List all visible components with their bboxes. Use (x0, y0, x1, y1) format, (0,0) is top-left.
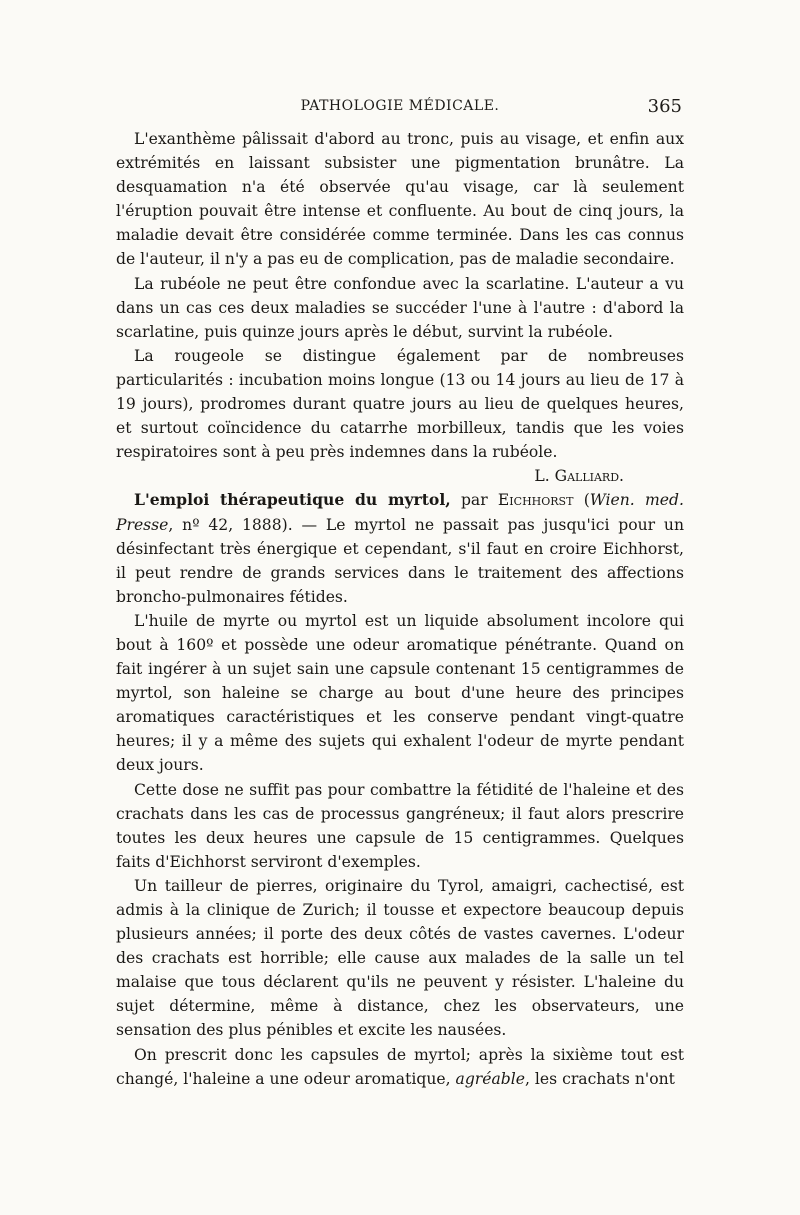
journal-open-paren: ( (583, 491, 590, 510)
last-paragraph (116, 1043, 684, 1091)
emphasized-word: agréable (455, 1069, 525, 1088)
running-head (116, 96, 684, 122)
signature-name: L. Galliard. (534, 467, 624, 486)
paragraph: Un tailleur de pierres, originaire du Tyrol, amaigri, cachectisé, est admis à la clinique de Zurich; il tousse et expectore beaucoup depuis plusieurs années; il porte des deux côtés de vastes cavernes. L'odeur des crachats est horrible; elle cause aux malades de la salle un tel malaise que tous déclarent qu'ils ne peuvent y résister. L'haleine du sujet détermine, même à distance, chez les observateurs, une sensation des plus pénibles et excite les nausées. (116, 876, 684, 1040)
paragraph: L'exanthème pâlissait d'abord au tronc, puis au visage, et enfin aux extrémités en laissant subsister une pigmentation brunâtre. La desquamation n'a été observée qu'au visage, car là seulement l'éruption pouvait être intense et confluente. Au bout de cinq jours, la maladie devait être considérée comme terminée. Dans les cas connus de l'auteur, il n'y a pas eu de complication, pas de maladie secondaire. (116, 130, 684, 269)
article-heading-paragraph (116, 488, 684, 608)
article-dash: — (301, 515, 318, 534)
paragraph: L'huile de myrte ou myrtol est un liquide absolument incolore qui bout à 160º et possède une odeur aromatique pénétrante. Quand on fait ingérer à un sujet sain une capsule contenant 15 centigrammes de myrtol, son haleine se charge au bout d'une heure des principes aromatiques caractéristiques et les conserve pendant vingt-quatre heures; il y a même des sujets qui exhalent l'odeur de myrte pendant deux jours. (116, 611, 684, 775)
article-journal: Wien. med. Presse (116, 491, 684, 534)
running-title: PATHOLOGIE MÉDICALE. (300, 98, 500, 114)
page-number: 365 (647, 96, 682, 117)
article-lead: Le myrtol ne passait pas jusqu'ici pour un désinfectant très énergique et cependant, s'il faut en croire Eichhorst, il peut rendre de grands services dans le traitement des affections broncho-pulmonaires fétides. (116, 515, 685, 606)
paragraph: La rougeole se distingue également par de nombreuses particularités : incubation moins longue (13 ou 14 jours au lieu de 17 à 19 jours), prodromes durant quatre jours au lieu de quelques heures, et surtout coïncidence du catarrhe morbilleux, tandis que les voies respiratoires sont à peu près indemnes dans la rubéole. (116, 346, 684, 462)
signature (116, 464, 684, 488)
article-title: L'emploi thérapeutique du myrtol, (134, 490, 451, 510)
article-by: par (460, 491, 488, 510)
last-paragraph-start: On prescrit donc les capsules de myrtol; après la sixième tout est changé, l'haleine a une odeur aromatique, (116, 1045, 684, 1088)
article-issue: , nº 42, 1888). (168, 515, 293, 534)
last-paragraph-end: , les crachats n'ont (525, 1069, 675, 1088)
paragraph: Cette dose ne suffit pas pour combattre la fétidité de l'haleine et des crachats dans les cas de processus gangréneux; il faut alors prescrire toutes les deux heures une capsule de 15 centigrammes. Quelques faits d'Eichhorst serviront d'exemples. (116, 780, 684, 871)
paragraph: La rubéole ne peut être confondue avec la scarlatine. L'auteur a vu dans un cas ces deux maladies se succéder l'une à l'autre : d'abord la scarlatine, puis quinze jours après le début, survint la rubéole. (116, 274, 684, 341)
body-text (116, 127, 684, 1091)
article-author: Eichhorst (497, 491, 574, 510)
